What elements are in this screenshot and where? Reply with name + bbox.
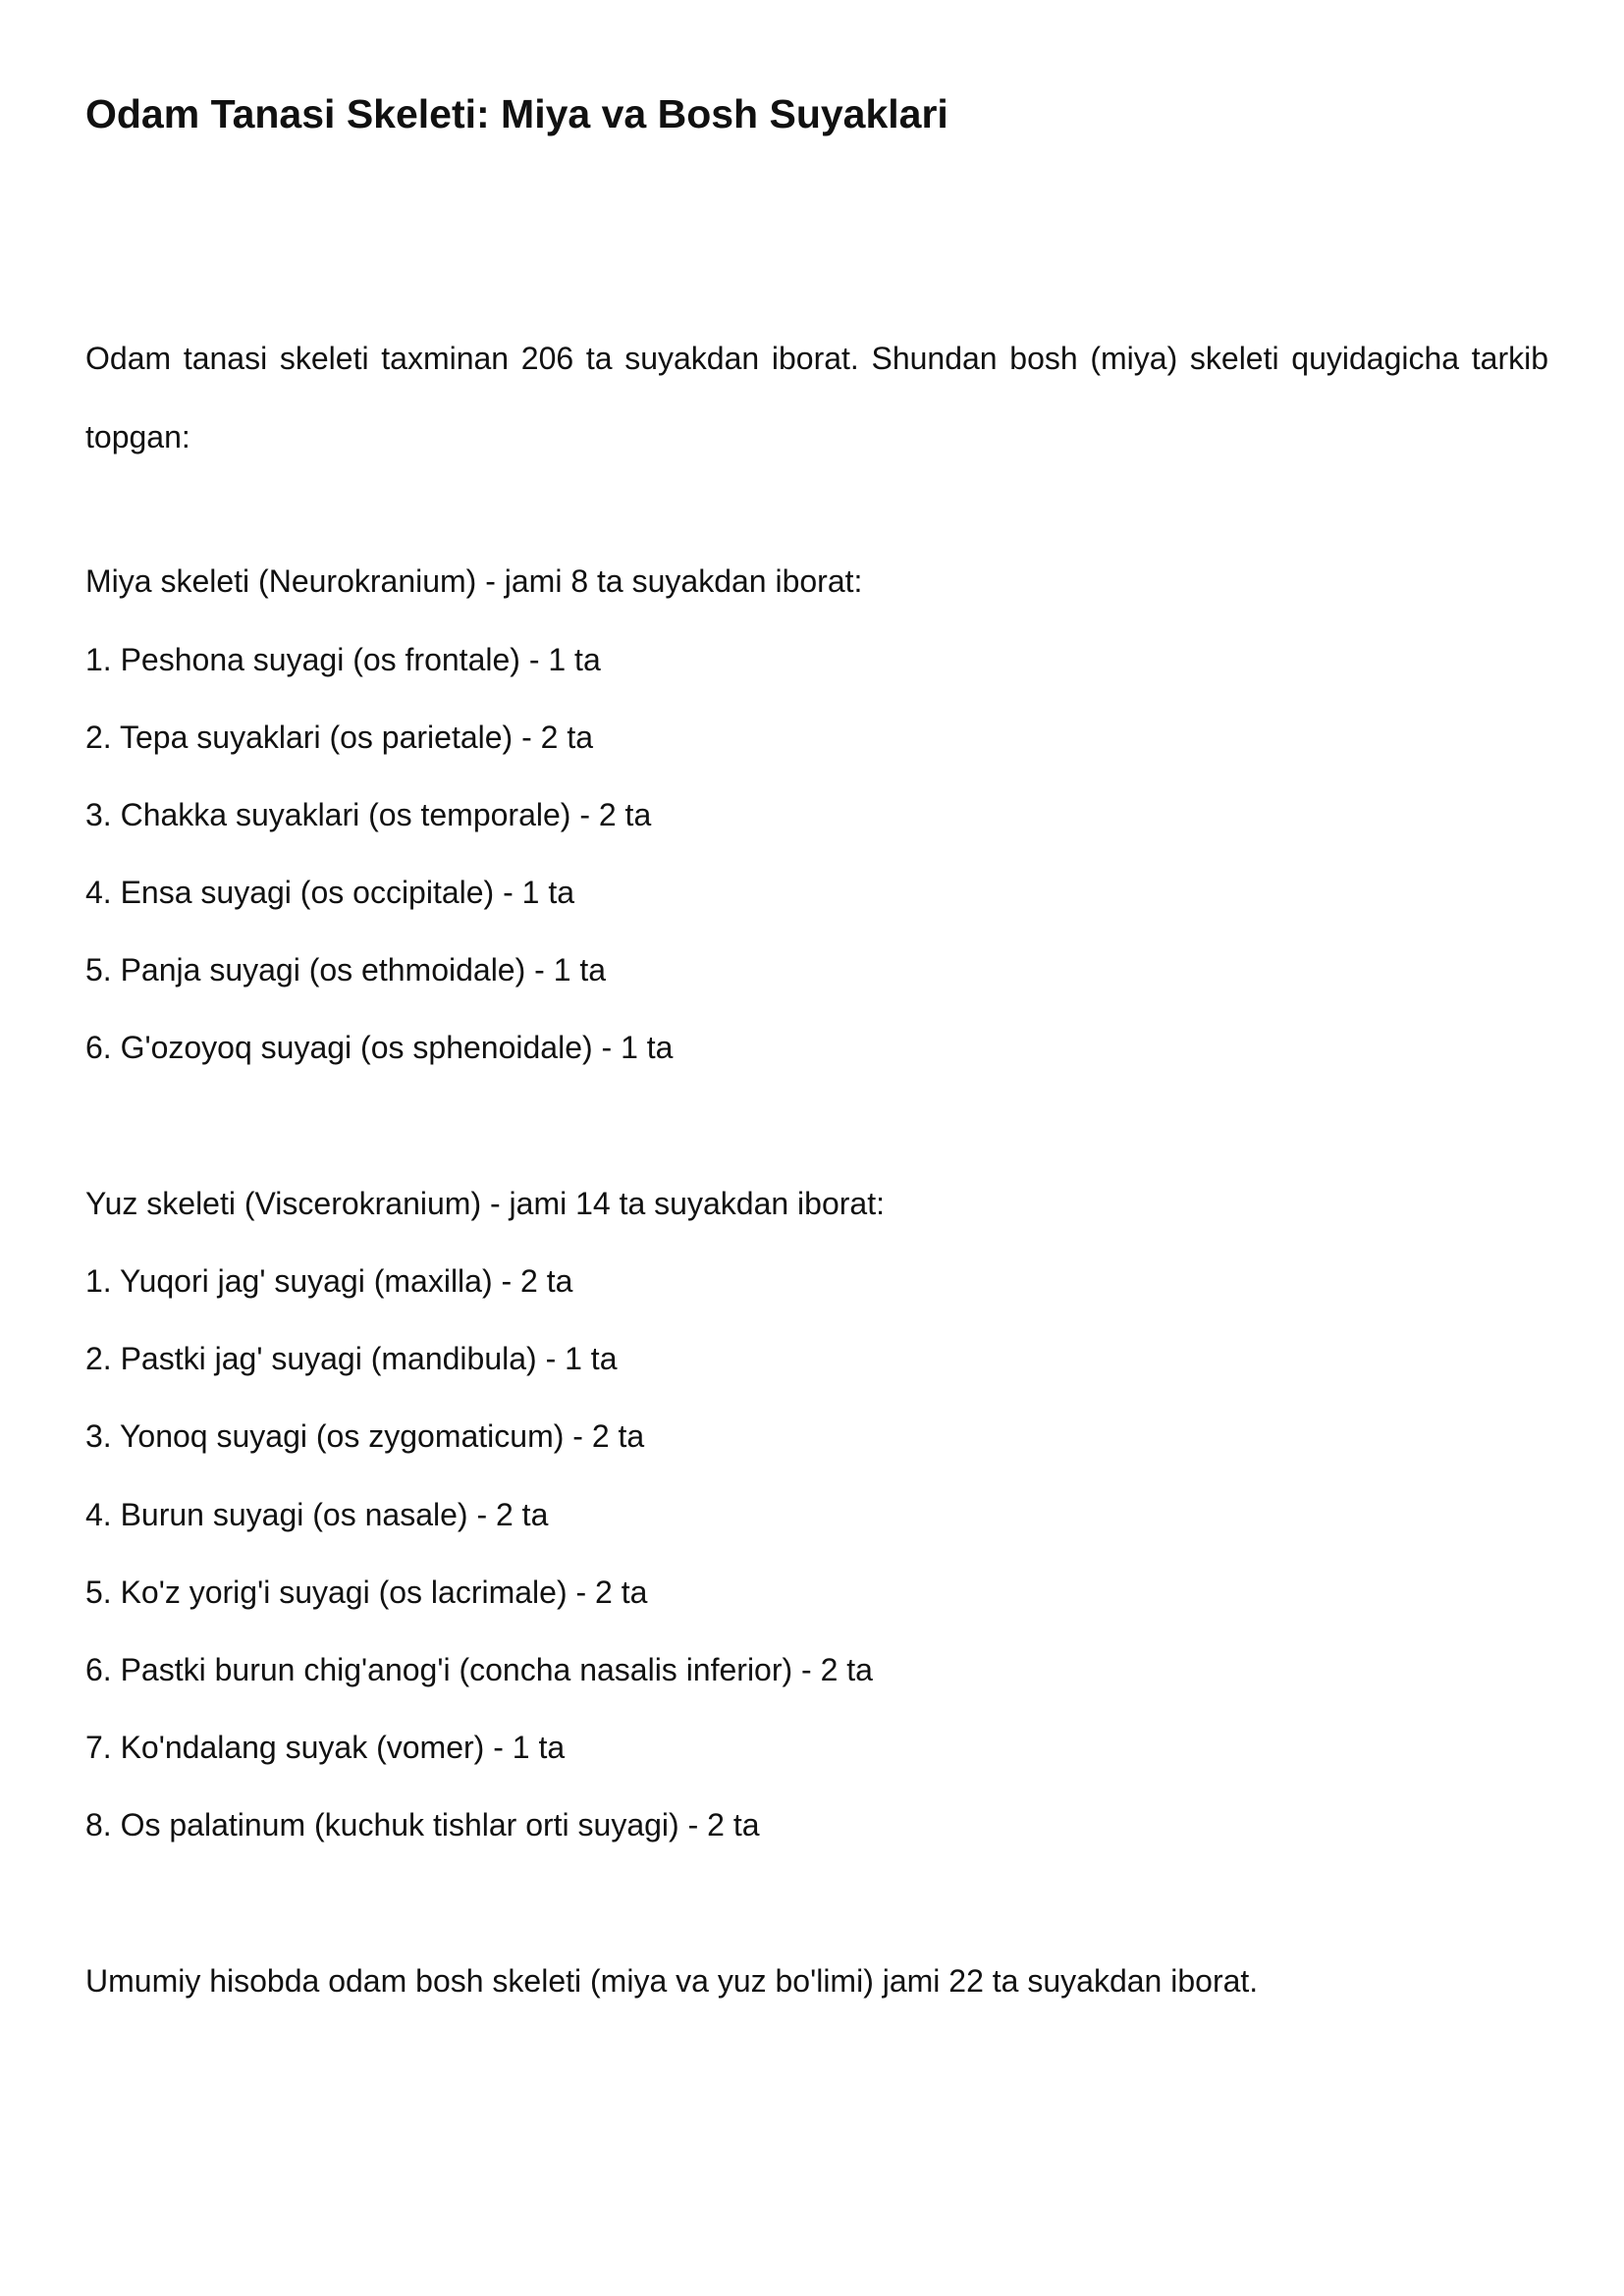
viscerocranium-item: 7. Ko'ndalang suyak (vomer) - 1 ta xyxy=(85,1730,566,1765)
neurocranium-item: 1. Peshona suyagi (os frontale) - 1 ta xyxy=(85,642,601,677)
viscerocranium-item: 1. Yuqori jag' suyagi (maxilla) - 2 ta xyxy=(85,1263,573,1299)
neurocranium-item: 5. Panja suyagi (os ethmoidale) - 1 ta xyxy=(85,952,607,988)
viscerocranium-item: 8. Os palatinum (kuchuk tishlar orti suyagi) - 2 ta xyxy=(85,1807,760,1842)
viscerocranium-item: 5. Ko'z yorig'i suyagi (os lacrimale) - 2 ta xyxy=(85,1575,648,1610)
neurocranium-item: 2. Tepa suyaklari (os parietale) - 2 ta xyxy=(85,720,593,755)
intro-paragraph: Odam tanasi skeleti taxminan 206 ta suyakdan iborat. Shundan bosh (miya) skeleti quyidagicha tarkib topgan: xyxy=(85,341,1548,454)
viscerocranium-item: 3. Yonoq suyagi (os zygomaticum) - 2 ta xyxy=(85,1418,645,1454)
document-title: Odam Tanasi Skeleti: Miya va Bosh Suyaklari xyxy=(85,91,948,136)
viscerocranium-item: 6. Pastki burun chig'anog'i (concha nasalis inferior) - 2 ta xyxy=(85,1652,873,1687)
neurocranium-item: 6. G'ozoyoq suyagi (os sphenoidale) - 1 ta xyxy=(85,1030,674,1065)
summary-paragraph: Umumiy hisobda odam bosh skeleti (miya va yuz bo'limi) jami 22 ta suyakdan iborat. xyxy=(85,1963,1259,1999)
viscerocranium-heading: Yuz skeleti (Viscerokranium) - jami 14 ta suyakdan iborat: xyxy=(85,1186,885,1221)
viscerocranium-item: 2. Pastki jag' suyagi (mandibula) - 1 ta xyxy=(85,1341,618,1376)
neurocranium-item: 4. Ensa suyagi (os occipitale) - 1 ta xyxy=(85,875,575,910)
neurocranium-heading: Miya skeleti (Neurokranium) - jami 8 ta suyakdan iborat: xyxy=(85,563,863,599)
viscerocranium-item: 4. Burun suyagi (os nasale) - 2 ta xyxy=(85,1497,549,1532)
neurocranium-item: 3. Chakka suyaklari (os temporale) - 2 ta xyxy=(85,797,652,832)
